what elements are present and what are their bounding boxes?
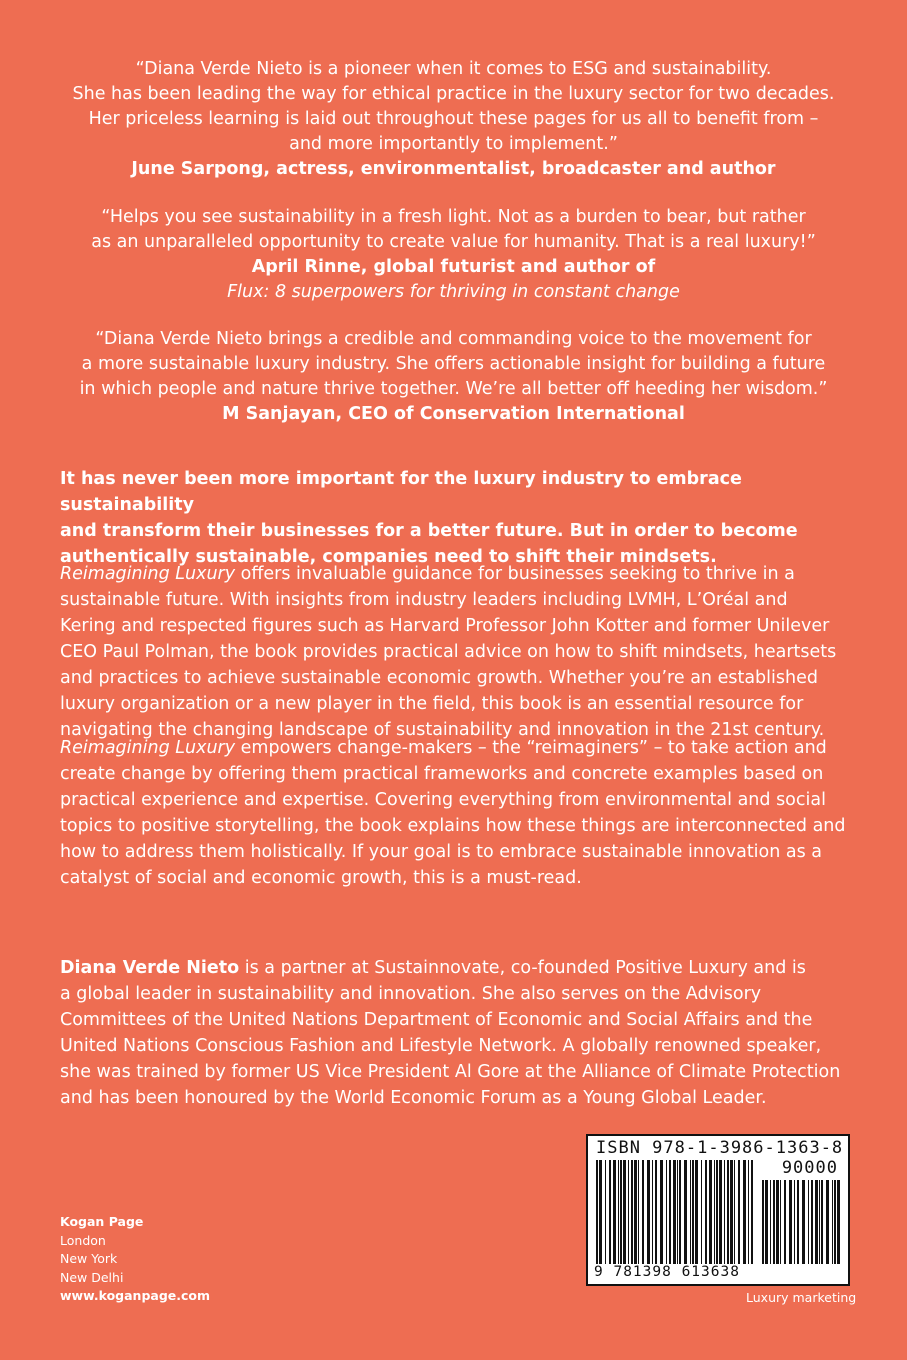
quote-line: a more sustainable luxury industry. She offers actionable insight for building a future bbox=[81, 354, 826, 374]
paragraph-line: practical experience and expertise. Covering everything from environmental and social bbox=[60, 790, 826, 810]
paragraph-text: offers invaluable guidance for businesses seeking to thrive in a bbox=[235, 564, 795, 584]
barcode-bar bbox=[613, 1160, 616, 1264]
paragraph-line: catalyst of social and economic growth, this is a must-read. bbox=[60, 868, 582, 888]
barcode-bar bbox=[679, 1160, 681, 1264]
barcode-bar bbox=[684, 1160, 687, 1264]
barcode-bar bbox=[628, 1160, 629, 1264]
barcode-bar bbox=[734, 1160, 735, 1264]
barcode-bar bbox=[596, 1160, 598, 1264]
paragraph-line: and practices to achieve sustainable economic growth. Whether you’re an established bbox=[60, 668, 818, 688]
paragraph-line: navigating the changing landscape of sustainability and innovation in the 21st century. bbox=[60, 720, 825, 740]
barcode-bar bbox=[797, 1180, 799, 1264]
quote-line: and more importantly to implement.” bbox=[289, 134, 618, 154]
paragraph-line bbox=[60, 955, 860, 981]
paragraph-line: and has been honoured by the World Economic Forum as a Young Global Leader. bbox=[60, 1088, 767, 1108]
ean-barcode-bars bbox=[594, 1160, 754, 1270]
quote-line: “Helps you see sustainability in a fresh light. Not as a burden to bear, but rather bbox=[101, 207, 806, 227]
book-title: Reimagining Luxury bbox=[60, 564, 236, 584]
category-label: Luxury marketing bbox=[746, 1290, 857, 1305]
quote-line: “Diana Verde Nieto is a pioneer when it comes to ESG and sustainability. bbox=[135, 59, 772, 79]
description-paragraph-1 bbox=[60, 561, 860, 743]
barcode-bar bbox=[609, 1160, 611, 1264]
publisher-url[interactable]: www.koganpage.com bbox=[60, 1288, 211, 1303]
barcode-bar bbox=[765, 1180, 768, 1264]
barcode-bar bbox=[714, 1160, 715, 1264]
ean-digits: 9 781398 613638 bbox=[594, 1264, 740, 1280]
paragraph-line: Kering and respected figures such as Harvard Professor John Kotter and former Unilever bbox=[60, 616, 830, 636]
paragraph-line: sustainable future. With insights from industry leaders including LVMH, L’Oréal and bbox=[60, 590, 788, 610]
paragraph-line: how to address them holistically. If your goal is to embrace sustainable innovation as a bbox=[60, 842, 823, 862]
book-title: Reimagining Luxury bbox=[60, 738, 236, 758]
quote-line: as an unparalleled opportunity to create value for humanity. That is a real luxury!” bbox=[91, 232, 816, 252]
barcode-bar bbox=[834, 1180, 836, 1264]
barcode-bar bbox=[815, 1180, 818, 1264]
barcode-bar bbox=[677, 1160, 678, 1264]
paragraph-line bbox=[60, 735, 860, 761]
barcode-bar bbox=[826, 1180, 829, 1264]
publisher-city: London bbox=[60, 1232, 106, 1248]
barcode-bar bbox=[618, 1160, 619, 1264]
barcode-bar bbox=[719, 1160, 722, 1264]
quote-sanjayan bbox=[40, 327, 867, 427]
paragraph-line: CEO Paul Polman, the book provides practical advice on how to shift mindsets, heartsets bbox=[60, 642, 837, 662]
paragraph-line: create change by offering them practical frameworks and concrete examples based on bbox=[60, 764, 824, 784]
quote-sarpong bbox=[40, 57, 867, 182]
barcode-bar bbox=[673, 1160, 676, 1264]
price-code: 90000 bbox=[781, 1158, 838, 1178]
barcode-bar bbox=[709, 1160, 712, 1264]
paragraph-line: a global leader in sustainability and innovation. She also serves on the Advisory bbox=[60, 984, 762, 1004]
barcode-bar bbox=[776, 1180, 779, 1264]
barcode-bar bbox=[821, 1180, 823, 1264]
paragraph-line: luxury organization or a new player in the field, this book is an essential resource for bbox=[60, 694, 804, 714]
barcode-bar bbox=[762, 1180, 764, 1264]
lead-line: authentically sustainable, companies need to shift their mindsets. bbox=[60, 547, 717, 567]
barcode-bar bbox=[743, 1160, 746, 1264]
paragraph-text: empowers change-makers – the “reimaginers” – to take action and bbox=[235, 738, 827, 758]
barcode-bar bbox=[802, 1180, 805, 1264]
barcode-bar bbox=[655, 1160, 657, 1264]
quote-line: She has been leading the way for ethical practice in the luxury sector for two decades. bbox=[72, 84, 835, 104]
barcode-bar bbox=[652, 1160, 653, 1264]
barcode-bar bbox=[808, 1180, 809, 1264]
barcode-bar bbox=[705, 1160, 707, 1264]
barcode-bar bbox=[748, 1160, 749, 1264]
quote-line: “Diana Verde Nieto brings a credible and commanding voice to the movement for bbox=[95, 329, 812, 349]
barcode-bar bbox=[727, 1160, 729, 1264]
barcode-bar bbox=[780, 1180, 781, 1264]
barcode-bar bbox=[692, 1160, 694, 1264]
barcode-bar bbox=[794, 1180, 795, 1264]
quote-line: Her priceless learning is laid out throughout these pages for us all to benefit from – bbox=[88, 109, 819, 129]
paragraph-line: United Nations Conscious Fashion and Lifestyle Network. A globally renowned speaker, bbox=[60, 1036, 822, 1056]
paragraph-line: topics to positive storytelling, the book explains how these things are interconnected and bbox=[60, 816, 846, 836]
barcode-bar bbox=[695, 1160, 698, 1264]
barcode-bar bbox=[738, 1160, 740, 1264]
paragraph-line: Committees of the United Nations Department of Economic and Social Affairs and the bbox=[60, 1010, 813, 1030]
barcode-bar bbox=[832, 1180, 833, 1264]
paragraph-text: is a partner at Sustainnovate, co-founded Positive Luxury and is bbox=[239, 958, 806, 978]
barcode-bar bbox=[837, 1180, 840, 1264]
barcode-bar bbox=[631, 1160, 633, 1264]
author-bio bbox=[60, 955, 860, 1111]
description-paragraph-2 bbox=[60, 735, 860, 891]
barcode-bar bbox=[638, 1160, 639, 1264]
quote-attribution: April Rinne, global futurist and author of bbox=[251, 257, 656, 277]
barcode-bar bbox=[784, 1180, 786, 1264]
barcode-bar bbox=[730, 1160, 733, 1264]
barcode-bar bbox=[666, 1160, 667, 1264]
quote-attribution: M Sanjayan, CEO of Conservation International bbox=[222, 404, 685, 424]
publisher-city: New Delhi bbox=[60, 1269, 124, 1285]
addon-barcode-bars bbox=[760, 1180, 840, 1270]
publisher-block bbox=[60, 1213, 210, 1306]
barcode-bar bbox=[770, 1180, 771, 1264]
lead-line: It has never been more important for the luxury industry to embrace sustainability bbox=[60, 469, 742, 515]
barcode-bar bbox=[724, 1160, 725, 1264]
barcode-bar bbox=[605, 1160, 606, 1264]
quote-attribution-book-title: Flux: 8 superpowers for thriving in constant change bbox=[227, 282, 680, 302]
barcode-bar bbox=[811, 1180, 813, 1264]
quote-line: in which people and nature thrive together. We’re all better off heeding her wisdom.” bbox=[79, 379, 828, 399]
barcode-bar bbox=[647, 1160, 650, 1264]
isbn-barcode bbox=[586, 1134, 850, 1286]
barcode-bar bbox=[773, 1180, 775, 1264]
quote-attribution: June Sarpong, actress, environmentalist, broadcaster and author bbox=[131, 159, 776, 179]
barcode-bar bbox=[623, 1160, 626, 1264]
barcode-bar bbox=[642, 1160, 644, 1264]
isbn-text: ISBN 978-1-3986-1363-8 bbox=[596, 1138, 844, 1158]
lead-line: and transform their businesses for a better future. But in order to become bbox=[60, 521, 798, 541]
barcode-bar bbox=[669, 1160, 671, 1264]
barcode-bar bbox=[789, 1180, 792, 1264]
author-name: Diana Verde Nieto bbox=[60, 958, 240, 978]
barcode-bar bbox=[599, 1160, 602, 1264]
barcode-bar bbox=[634, 1160, 637, 1264]
paragraph-line bbox=[60, 561, 860, 587]
barcode-bar bbox=[701, 1160, 702, 1264]
barcode-bar bbox=[751, 1160, 753, 1264]
publisher-city: New York bbox=[60, 1251, 118, 1266]
lead-paragraph bbox=[60, 466, 860, 570]
publisher-name: Kogan Page bbox=[60, 1214, 144, 1229]
paragraph-line: she was trained by former US Vice President Al Gore at the Alliance of Climate Protection bbox=[60, 1062, 841, 1082]
barcode-bar bbox=[690, 1160, 691, 1264]
quote-rinne bbox=[40, 205, 867, 305]
barcode-bar bbox=[660, 1160, 663, 1264]
barcode-bar bbox=[620, 1160, 622, 1264]
barcode-bar bbox=[716, 1160, 718, 1264]
barcode-bar bbox=[819, 1180, 820, 1264]
